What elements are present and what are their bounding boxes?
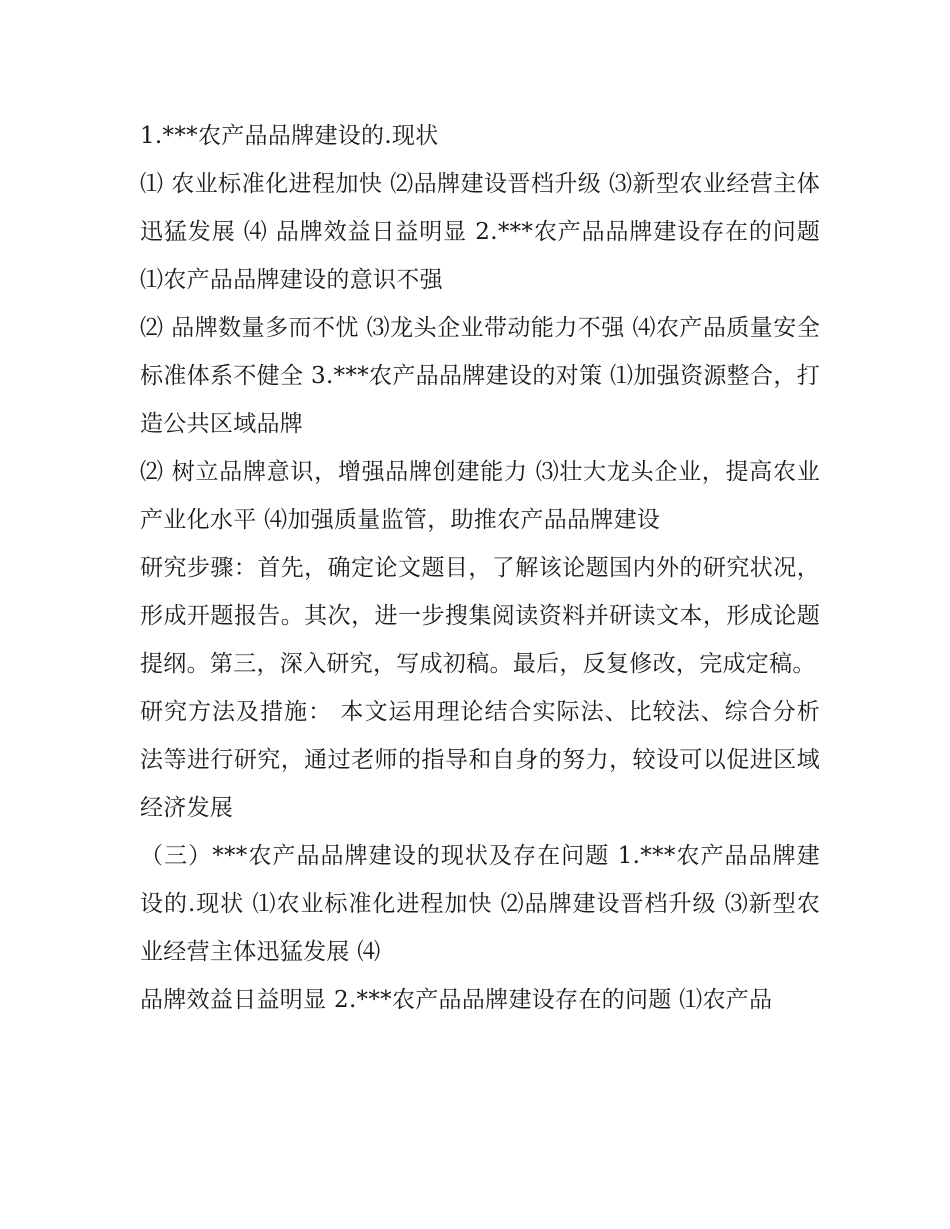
paragraph-status-and-problems: ⑴ 农业标准化进程加快 ⑵品牌建设晋档升级 ⑶新型农业经营主体迅猛发展 ⑷ 品牌效益日益明显 2.***农产品品牌建设存在的问题 ⑴农产品品牌建设的意识不强 [140,171,820,293]
paragraph-brand-benefits: 品牌效益日益明显 2.***农产品品牌建设存在的问题 ⑴农产品 [140,987,773,1013]
paragraph-research-steps: 研究步骤：首先，确定论文题目，了解该论题国内外的研究状况，形成开题报告。其次，进一步搜集阅读资料并研读文本，形成论题提纲。第三，深入研究，写成初稿。最后，反复修改，完成定稿。 [140,555,820,677]
paragraph-countermeasures: ⑵ 树立品牌意识，增强品牌创建能力 ⑶壮大龙头企业，提高农业产业化水平 ⑷加强质量监管，助推农产品品牌建设 [140,459,820,533]
paragraph-problems-and-countermeasures: ⑵ 品牌数量多而不忧 ⑶龙头企业带动能力不强 ⑷农产品质量安全标准体系不健全 3.***农产品品牌建设的对策 ⑴加强资源整合，打造公共区域品牌 [140,315,820,437]
paragraph-section-three: （三）***农产品品牌建设的现状及存在问题 1.***农产品品牌建设的.现状 ⑴农业标准化进程加快 ⑵品牌建设晋档升级 ⑶新型农业经营主体迅猛发展 ⑷ [140,843,820,965]
document-body [140,112,820,1024]
paragraph-current-status-heading: 1.***农产品品牌建设的.现状 [140,123,439,149]
paragraph-research-methods: 研究方法及措施： 本文运用理论结合实际法、比较法、综合分析法等进行研究，通过老师的指导和自身的努力，较设可以促进区域经济发展 [140,699,820,821]
